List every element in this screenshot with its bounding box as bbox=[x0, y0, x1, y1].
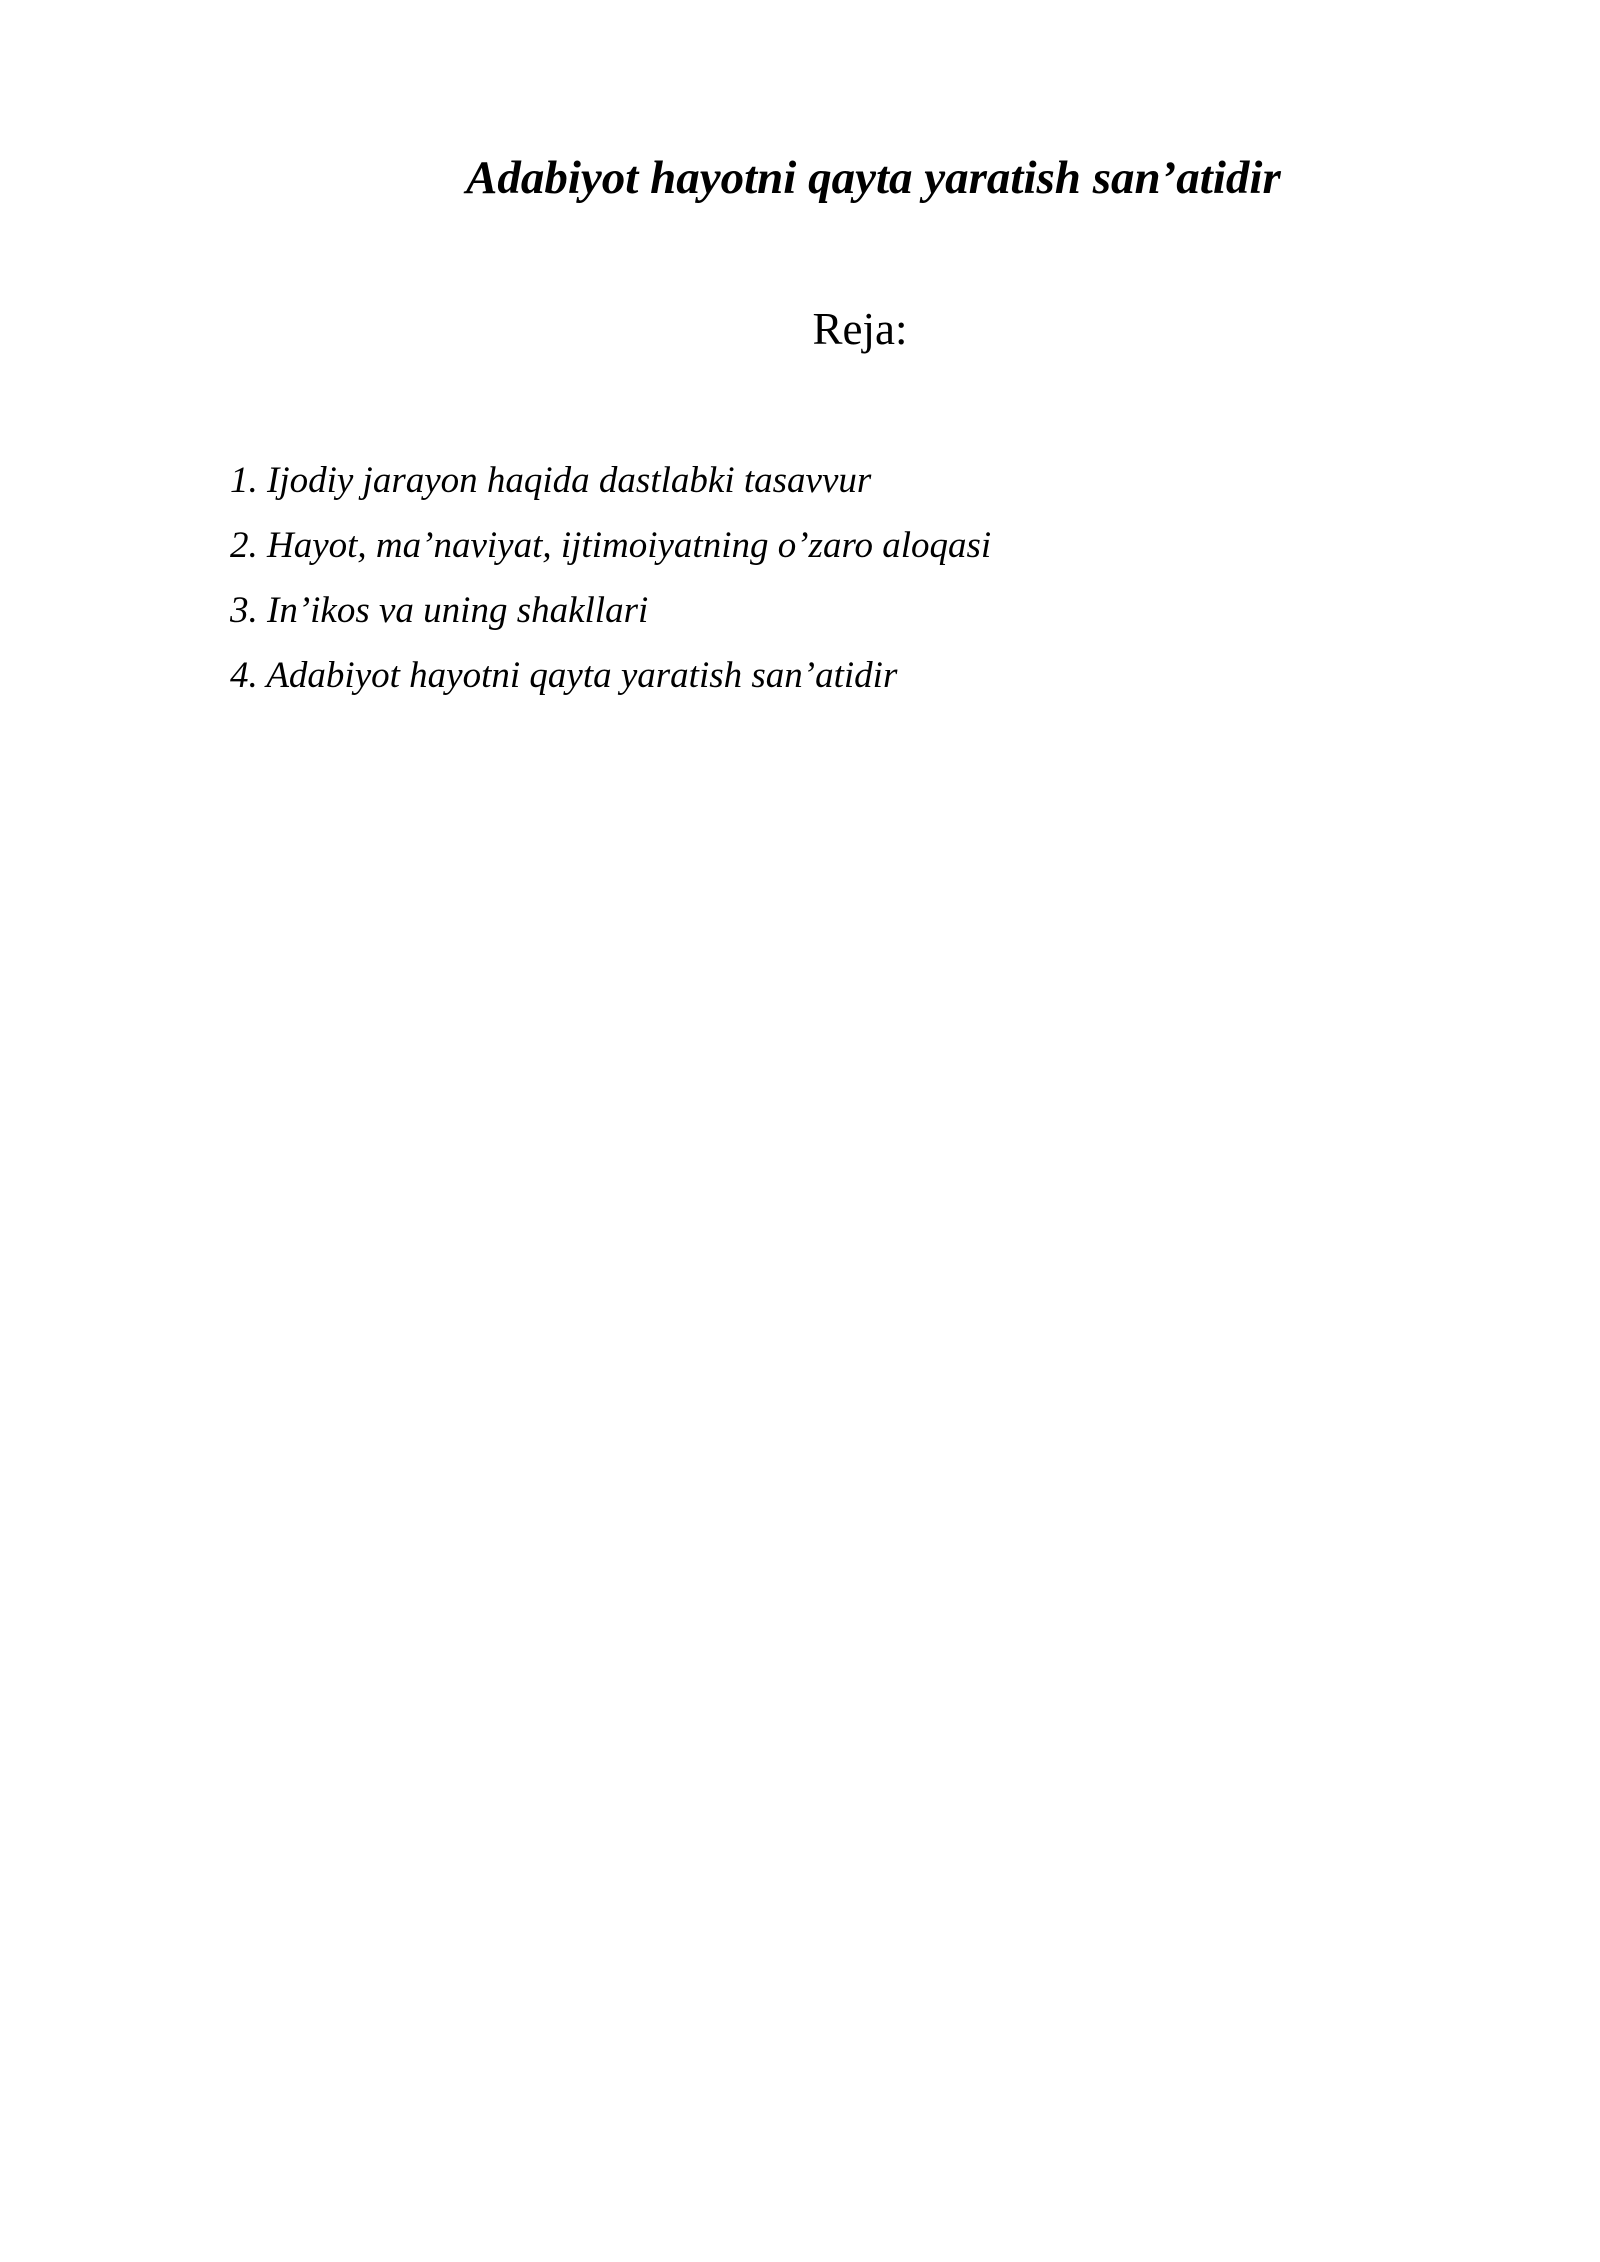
plan-heading: Reja: bbox=[812, 304, 908, 354]
plan-item-3: 3. In’ikos va uning shakllari bbox=[230, 590, 649, 631]
plan-item-2: 2. Hayot, ma’naviyat, ijtimoiyatning o’zaro aloqasi bbox=[230, 525, 992, 566]
plan-item-4: 4. Adabiyot hayotni qayta yaratish san’atidir bbox=[230, 655, 898, 696]
plan-item-1: 1. Ijodiy jarayon haqida dastlabki tasavvur bbox=[230, 460, 872, 501]
plan-list bbox=[230, 448, 991, 708]
document-title: Adabiyot hayotni qayta yaratish san’atidir bbox=[466, 152, 1281, 204]
